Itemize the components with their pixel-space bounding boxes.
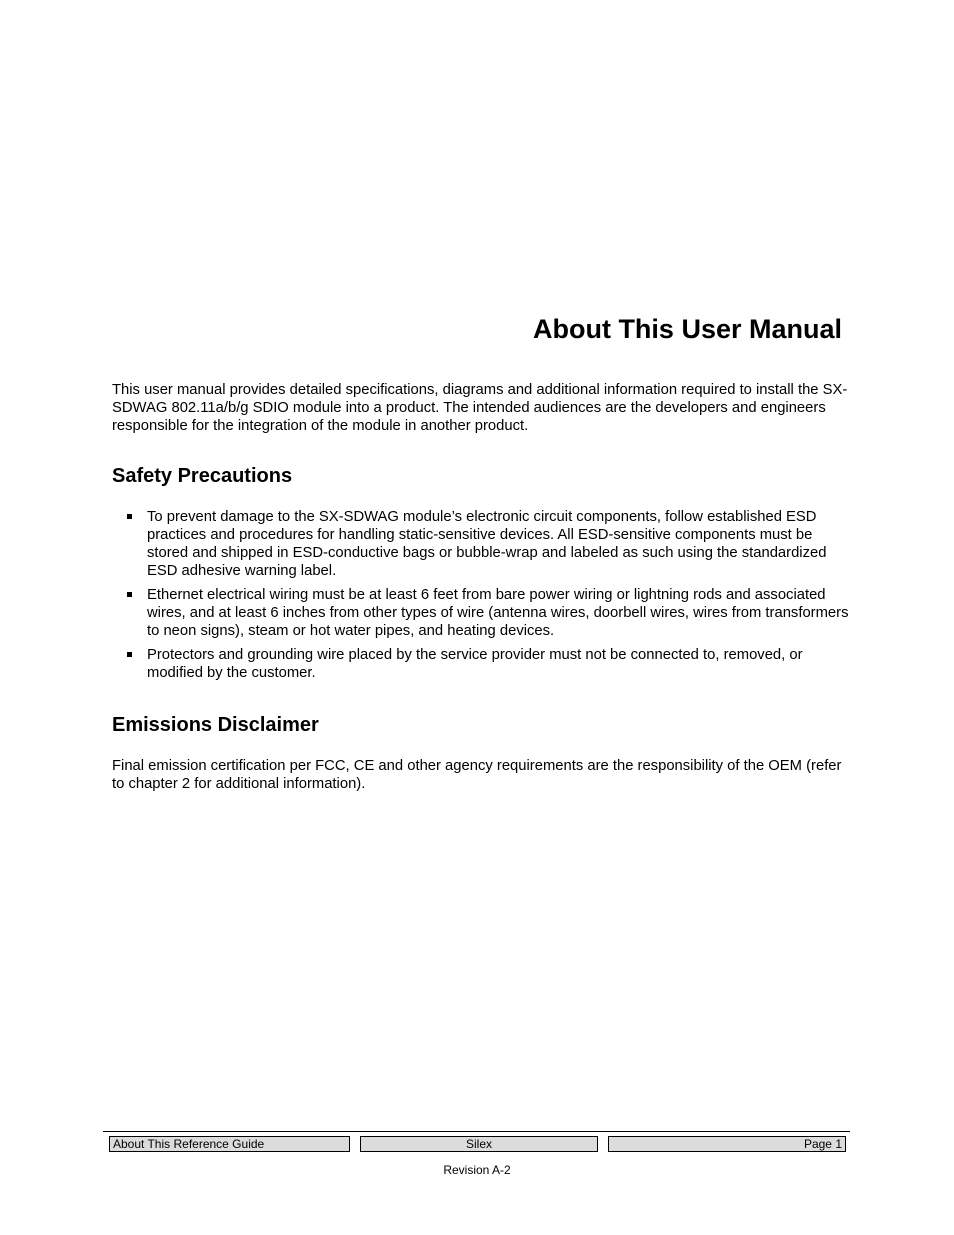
safety-item-esd — [112, 508, 852, 580]
footer-divider — [103, 1131, 850, 1132]
emissions-disclaimer-text: Final emission certification per FCC, CE and other agency requirements are the responsibility of the OEM (refer to chapter 2 for additional information). — [112, 758, 842, 792]
footer-document-name: About This Reference Guide — [109, 1136, 350, 1152]
square-bullet-icon — [127, 652, 132, 657]
footer-page-number: Page 1 — [608, 1136, 846, 1152]
footer-company: Silex — [360, 1136, 598, 1152]
square-bullet-icon — [127, 592, 132, 597]
safety-item-text: To prevent damage to the SX-SDWAG module’s electronic circuit components, follow established ESD practices and procedures for handling static-sensitive devices. All ESD-sensitive components must be stored and shipped in ESD-conductive bags or bubble-wrap and labeled as such using the standardized ESD adhesive warning label. — [147, 509, 827, 579]
emissions-disclaimer-heading: Emissions Disclaimer — [112, 714, 319, 736]
intro-paragraph: This user manual provides detailed specifications, diagrams and additional information required to install the SX-SDWAG 802.11a/b/g SDIO module into a product. The intended audiences are the developers and engineers responsible for the integration of the module in another product. — [112, 382, 848, 434]
safety-item-text: Protectors and grounding wire placed by the service provider must not be connected to, removed, or modified by the customer. — [147, 647, 803, 681]
square-bullet-icon — [127, 514, 132, 519]
safety-precautions-heading: Safety Precautions — [112, 465, 293, 487]
footer-revision: Revision A-2 — [443, 1163, 511, 1177]
safety-precautions-list — [112, 508, 852, 688]
safety-item-protectors — [112, 646, 852, 682]
safety-item-text: Ethernet electrical wiring must be at least 6 feet from bare power wiring or lightning rods and associated wires, and at least 6 inches from other types of wire (antenna wires, doorbell wires, wires from transformers to neon signs), steam or hot water pipes, and heating devices. — [147, 587, 849, 639]
page-title: About This User Manual — [532, 314, 842, 344]
safety-item-wiring — [112, 586, 852, 640]
